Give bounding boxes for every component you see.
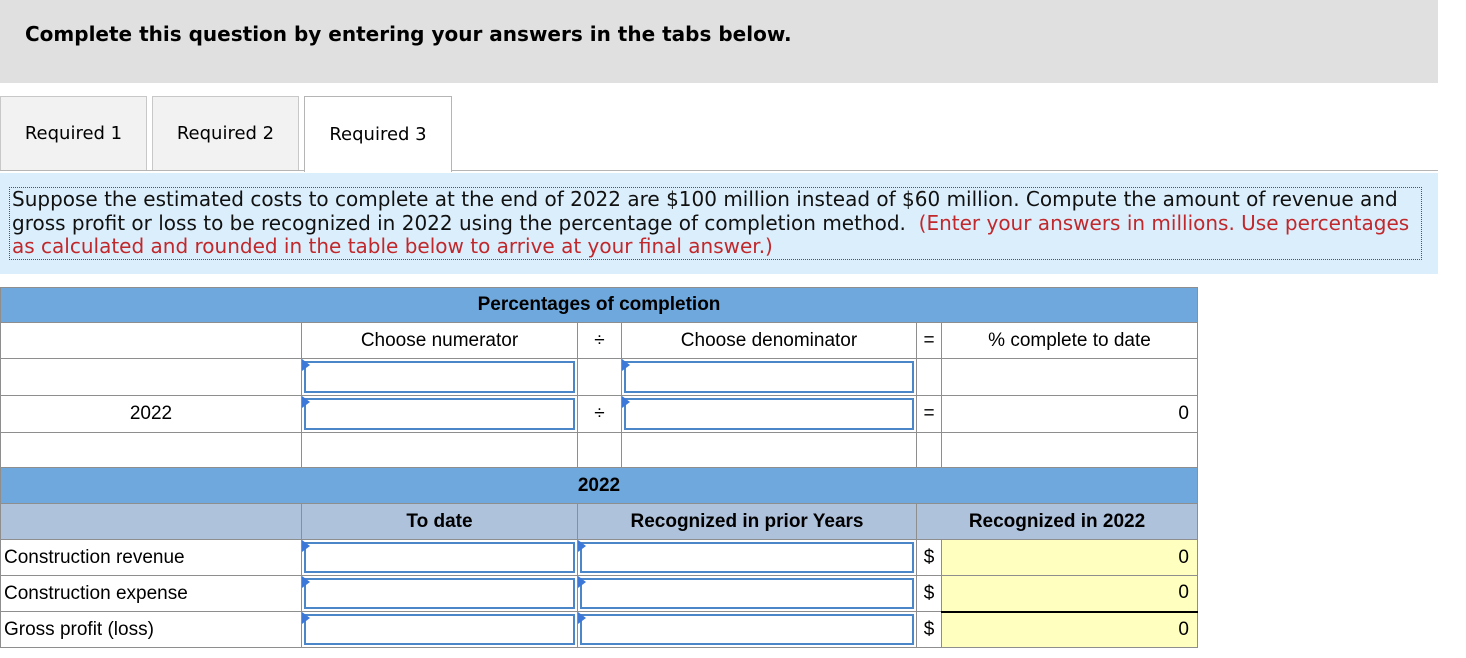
- dropdown-marker-icon: [302, 612, 310, 624]
- dropdown-marker-icon: [302, 576, 310, 588]
- rev-header-current-year: Recognized in 2022: [917, 504, 1198, 540]
- pct-row3-blank: [917, 433, 942, 469]
- pct-row2-result: 0: [942, 396, 1198, 433]
- rev-header-blank: [1, 504, 302, 540]
- exp-row-current-value: 0: [942, 576, 1198, 612]
- pct-row1-numerator-input[interactable]: [304, 361, 575, 393]
- tab-required-3[interactable]: Required 3: [304, 96, 452, 172]
- instructions-body: Suppose the estimated costs to complete at the end of 2022 are $100 million instead of $60 million. Compute the amount of revenue and gross profit or loss to be recognized in 2022 using the percentage of completion method.: [12, 187, 1398, 235]
- exp-row-to-date-cell: [302, 576, 578, 612]
- pct-row1-result: [942, 359, 1198, 396]
- rev-row-to-date-cell: [302, 540, 578, 576]
- dropdown-marker-icon: [302, 396, 310, 408]
- rev-row-prior-cell: [578, 540, 917, 576]
- construction-expense-to-date-input[interactable]: [304, 578, 575, 609]
- rev-header-prior-years: Recognized in prior Years: [578, 504, 917, 540]
- construction-revenue-to-date-input[interactable]: [304, 542, 575, 573]
- gross-profit-to-date-input[interactable]: [304, 614, 575, 645]
- pct-row1-label: [1, 359, 302, 396]
- pct-header-blank: [1, 323, 302, 359]
- revenue-table-title: 2022: [1, 468, 1198, 504]
- revenue-table: [0, 467, 1198, 648]
- pct-row3-blank: [578, 433, 622, 469]
- gp-row-to-date-cell: [302, 612, 578, 648]
- pct-row2-numerator-input[interactable]: [304, 398, 575, 430]
- pct-row1-denominator-cell: [622, 359, 917, 396]
- pct-row1-numerator-cell: [302, 359, 578, 396]
- rev-row-currency: $: [917, 540, 942, 576]
- pct-header-divide: ÷: [578, 323, 622, 359]
- percentage-table-title: Percentages of completion: [1, 288, 1198, 323]
- exp-row-currency: $: [917, 576, 942, 612]
- rev-row-label: Construction revenue: [1, 540, 302, 576]
- pct-row1-denominator-input[interactable]: [624, 361, 914, 393]
- gp-row-prior-cell: [578, 612, 917, 648]
- pct-row2-denominator-input[interactable]: [624, 398, 914, 430]
- construction-revenue-prior-input[interactable]: [580, 542, 914, 573]
- tab-required-2[interactable]: Required 2: [152, 96, 299, 170]
- question-header: [0, 0, 1438, 83]
- dropdown-marker-icon: [622, 396, 630, 408]
- percentage-table: [0, 287, 1198, 469]
- pct-header-result: % complete to date: [942, 323, 1198, 359]
- pct-row2-equals: =: [917, 396, 942, 433]
- instructions-text: [9, 187, 1422, 260]
- construction-expense-prior-input[interactable]: [580, 578, 914, 609]
- tab-divider: [0, 170, 1438, 171]
- dropdown-marker-icon: [578, 540, 586, 552]
- dropdown-marker-icon: [578, 576, 586, 588]
- instructions-note: (Enter your answers in millions. Use percentages as calculated and rounded in the table below to arrive at your final answer.): [12, 210, 1410, 258]
- tab-required-1[interactable]: Required 1: [0, 96, 147, 170]
- dropdown-marker-icon: [578, 612, 586, 624]
- dropdown-marker-icon: [622, 359, 630, 371]
- pct-row2-year: 2022: [1, 396, 302, 433]
- pct-header-equals: =: [917, 323, 942, 359]
- pct-row3-blank: [1, 433, 302, 469]
- gp-row-currency: $: [917, 612, 942, 648]
- pct-row3-blank: [302, 433, 578, 469]
- pct-row2-divide: ÷: [578, 396, 622, 433]
- rev-row-current-value: 0: [942, 540, 1198, 576]
- pct-row2-denominator-cell: [622, 396, 917, 433]
- gross-profit-prior-input[interactable]: [580, 614, 914, 645]
- pct-header-denominator: Choose denominator: [622, 323, 917, 359]
- exp-row-prior-cell: [578, 576, 917, 612]
- pct-row2-numerator-cell: [302, 396, 578, 433]
- dropdown-marker-icon: [302, 359, 310, 371]
- pct-row1-equals: [917, 359, 942, 396]
- pct-row3-blank: [942, 433, 1198, 469]
- exp-row-label: Construction expense: [1, 576, 302, 612]
- dropdown-marker-icon: [302, 540, 310, 552]
- pct-header-numerator: Choose numerator: [302, 323, 578, 359]
- gp-row-label: Gross profit (loss): [1, 612, 302, 648]
- gp-row-current-value: 0: [942, 612, 1198, 648]
- pct-row1-divide: [578, 359, 622, 396]
- rev-header-to-date: To date: [302, 504, 578, 540]
- header-title: Complete this question by entering your answers in the tabs below.: [25, 22, 792, 46]
- pct-row3-blank: [622, 433, 917, 469]
